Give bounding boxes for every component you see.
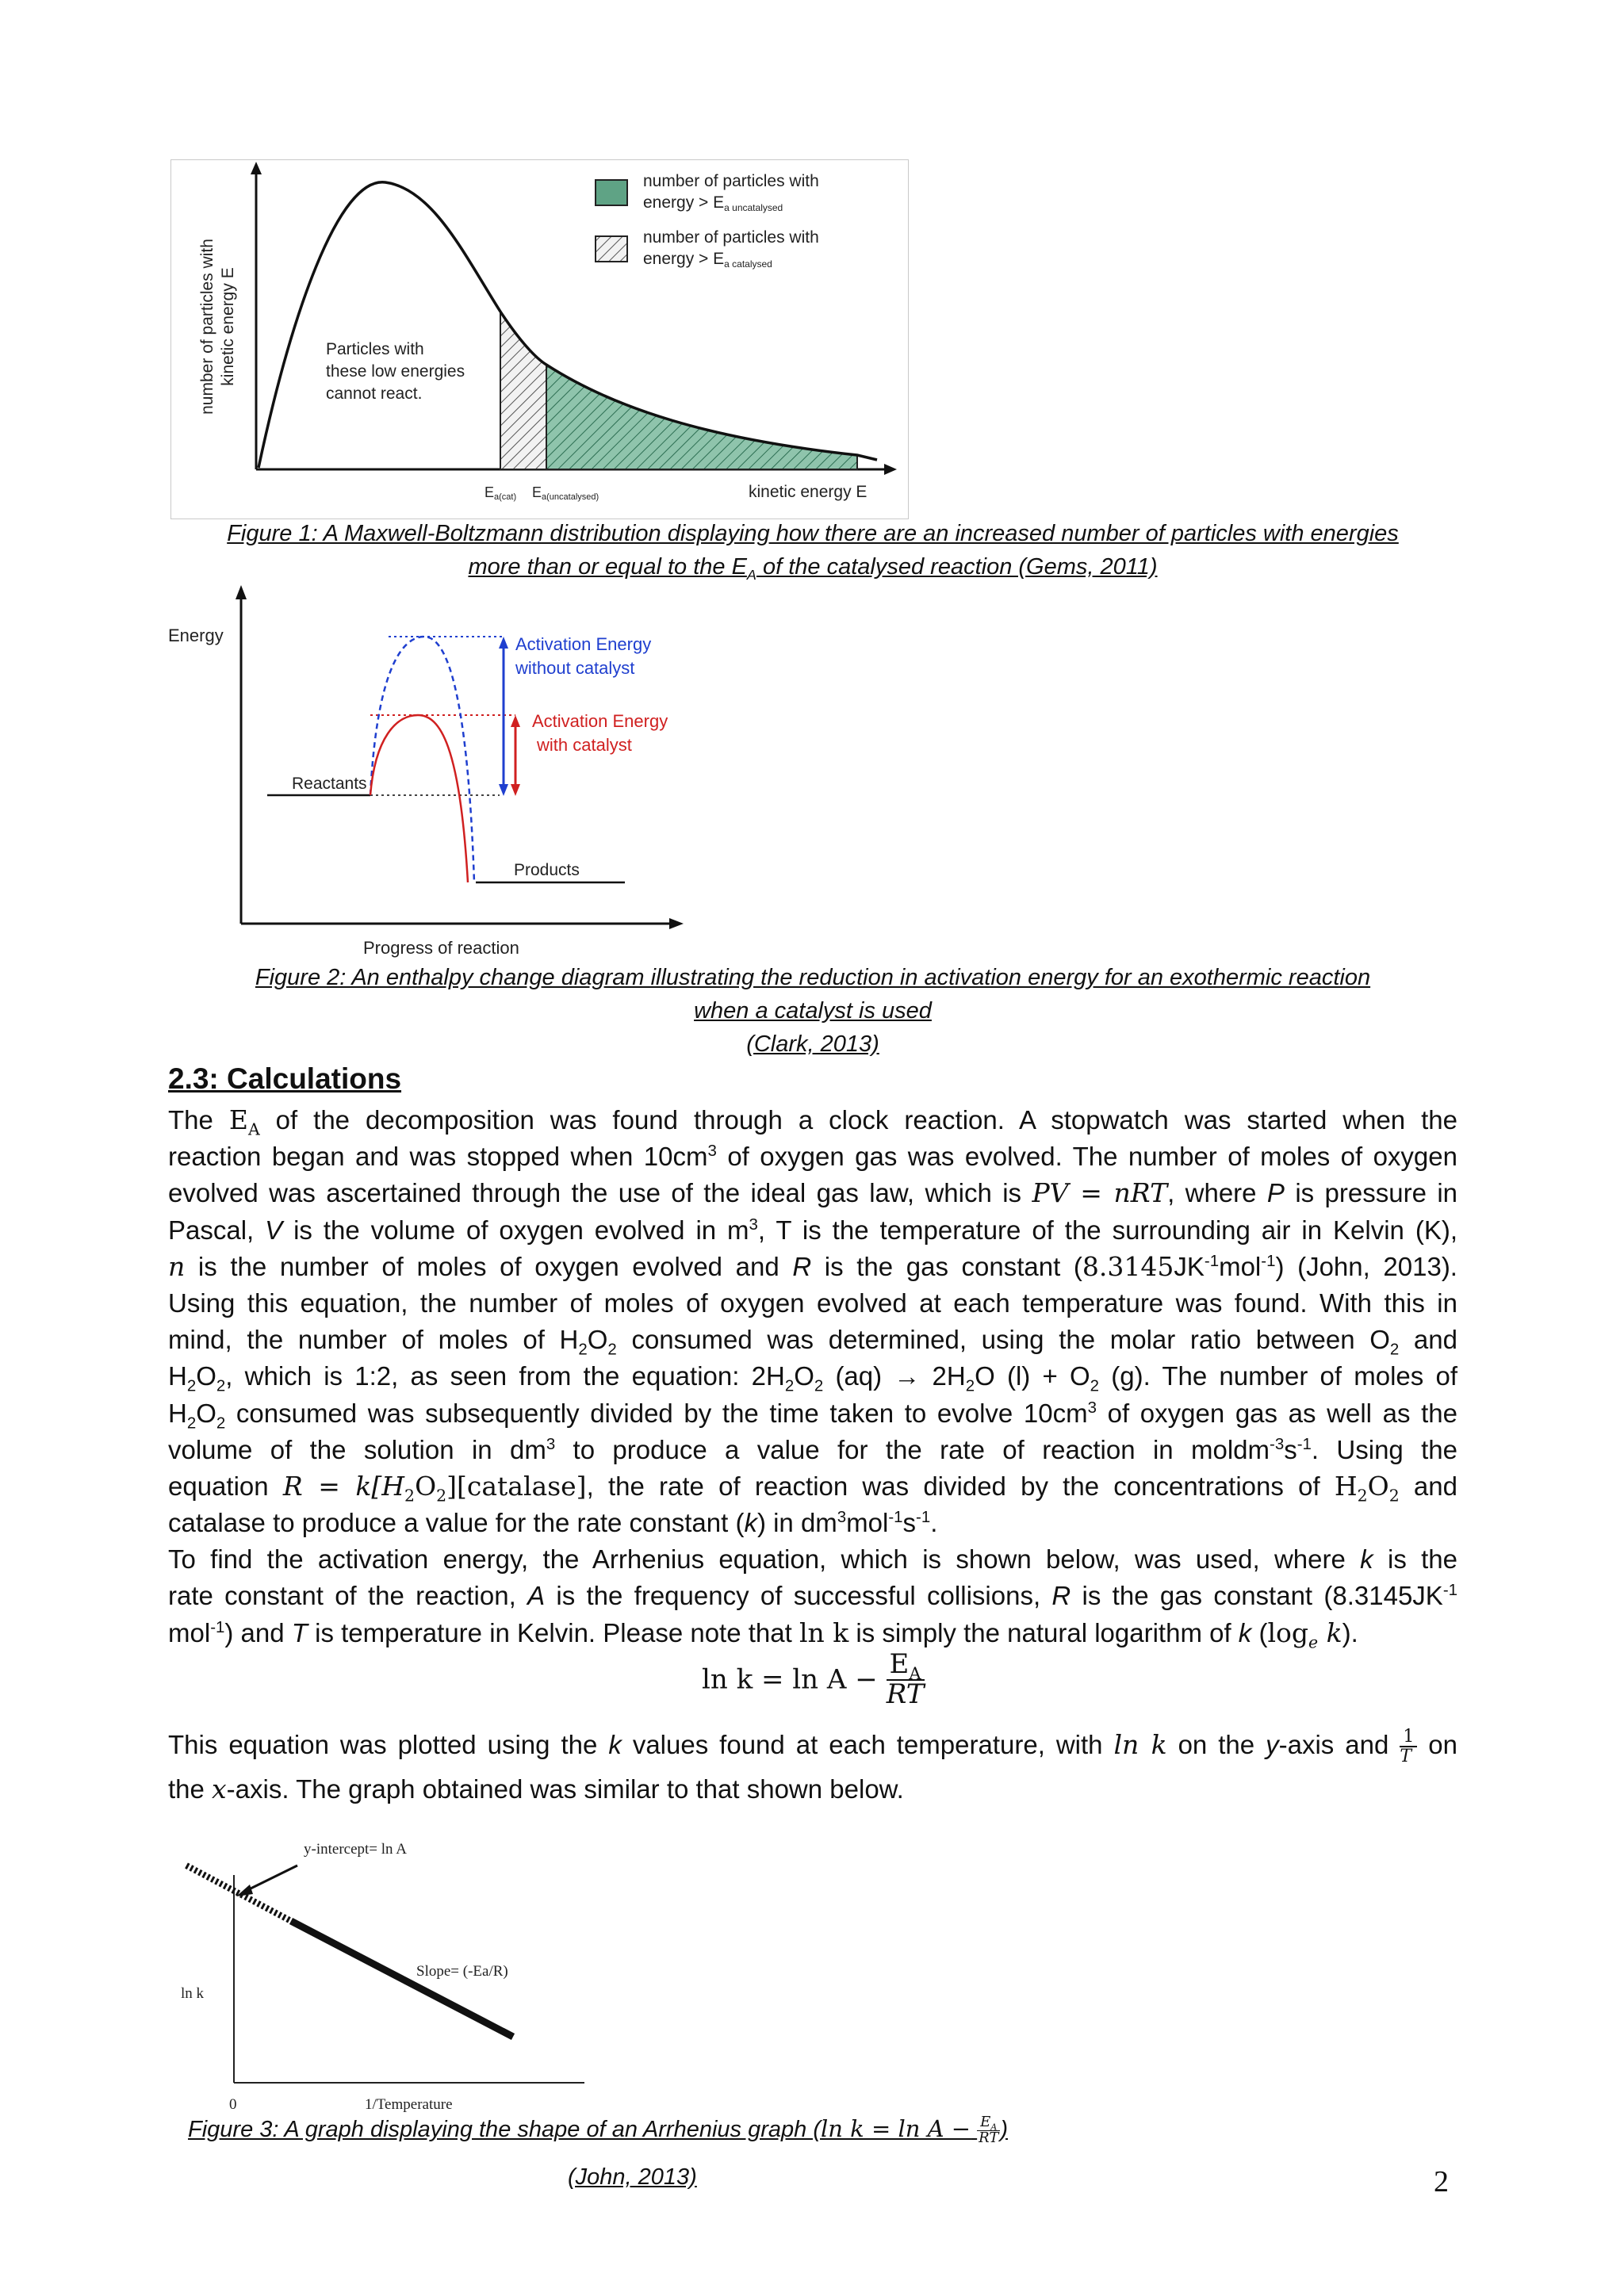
equation-lhs: ln k = ln A − xyxy=(702,1663,878,1696)
intercept-pointer xyxy=(246,1866,297,1891)
legend-catalysed-swatch xyxy=(596,236,627,262)
legend-uncat-line1: number of particles with xyxy=(643,172,819,190)
svg-text:Ea(cat) xyxy=(485,484,516,502)
equation-num-sub: A xyxy=(909,1663,921,1683)
p1-line-11: equation $R = k[H_2O_2][catalase]$, the rate of reaction was divided by the concentrations of $H_2O_2$ and xyxy=(168,1470,1457,1506)
figure-2-caption-line1: Figure 2: An enthalpy change diagram illustrating the reduction in activation energy for an exothermic reaction xyxy=(255,965,1371,990)
reactants-label: Reactants xyxy=(292,775,367,793)
tick-cat: E xyxy=(485,484,495,500)
origin-label: 0 xyxy=(229,2096,237,2113)
figure-3-caption-line2: (John, 2013) xyxy=(568,2164,697,2190)
equation-num: E xyxy=(889,1648,910,1680)
y-axis-arrow-icon xyxy=(236,585,247,599)
tick-cat-sub: a(cat) xyxy=(494,492,517,502)
y-axis-label-line2: kinetic energy E xyxy=(219,267,237,386)
figure-3-caption-eq: ln k = ln A − xyxy=(820,2115,971,2143)
p1-line-8: $H_2O_2$, which is 1:2, as seen from the equation: $2H_2O_2$ $(aq) \to 2H_2O$ $(l) + O_2$ (g). The number of moles of xyxy=(168,1361,1458,1395)
figure-1-caption-line2-post: of the catalysed reaction (Gems, 2011) xyxy=(756,554,1158,580)
x-axis-arrow-icon xyxy=(884,464,897,475)
progress-label: Progress of reaction xyxy=(363,938,519,958)
paragraph-3 xyxy=(168,1727,1457,1808)
section-heading: 2.3: Calculations xyxy=(168,1062,402,1095)
figure-3-caption-fraction: $\frac{E_A}{RT}$ xyxy=(979,2114,999,2146)
legend-cat-sub: a catalysed xyxy=(724,258,772,270)
p2-line-3: mol$^{-1}$) and T is temperature in Kelvin. Please note that ln k is simply the natural logarithm of k ($\log_e$ k). xyxy=(168,1617,1358,1652)
p1-line-1: The $E_A$ of the decomposition was found through a clock reaction. A stopwatch was started when the xyxy=(168,1104,1457,1139)
uncatalysed-area xyxy=(546,365,857,469)
p1-line-10: volume of the solution in $dm^3$ to produce a value for the rate of reaction in $moldm^{-3}s^{-1}$. Using the xyxy=(168,1434,1458,1464)
figure-3-caption-pre: Figure 3: A graph displaying the shape of an Arrhenius graph ( xyxy=(188,2117,821,2143)
figure-3 xyxy=(170,1835,599,2113)
p1-line-3: evolved was ascertained through the use of the ideal gas law, which is PV = nRT, where P is pressure in xyxy=(168,1177,1458,1209)
figure-1-caption-sub: A xyxy=(746,566,756,583)
p2-line-2: rate constant of the reaction, A is the frequency of successful collisions, R is the gas constant ($8.3145JK^{-1}$ xyxy=(168,1581,1458,1611)
p3-line-1: This equation was plotted using the k values found at each temperature, with ln k on the y-axis and $\frac{1}{T}$ on xyxy=(168,1727,1457,1767)
intercept-label: y-intercept= ln A xyxy=(304,1841,407,1858)
figure-1-caption xyxy=(167,517,1459,584)
note-line2: these low energies xyxy=(326,362,465,381)
uncatalysed-curve xyxy=(370,637,474,882)
figure-2-caption xyxy=(167,961,1459,1061)
ln-k-label: ln k xyxy=(181,1985,205,2002)
p3-line-2: the x-axis. The graph obtained was similar to that shown below. xyxy=(168,1774,904,1804)
note-line1: Particles with xyxy=(326,340,424,358)
svg-text:Ea(uncatalysed) xyxy=(532,484,599,502)
figure-2-caption-line2: when a catalyst is used xyxy=(694,998,932,1024)
products-label: Products xyxy=(514,861,580,879)
note-line3: cannot react. xyxy=(326,385,423,403)
legend-uncat-sub: a uncatalysed xyxy=(724,202,783,213)
y-axis-label-line1: number of particles with xyxy=(198,239,216,415)
figure-1-chart xyxy=(171,160,908,519)
uncat-label-line2: without catalyst xyxy=(515,658,635,678)
p1-line-2: reaction began and was stopped when $10cm^3$ of oxygen gas was evolved. The number of moles of oxygen xyxy=(168,1142,1457,1172)
figure-2-chart xyxy=(163,579,702,966)
tick-uncat: E xyxy=(532,484,542,500)
p1-line-6: Using this equation, the number of moles of oxygen evolved at each temperature was found. With this in xyxy=(168,1288,1457,1318)
figure-3-caption xyxy=(188,2115,1008,2146)
p1-line-9: $H_2O_2$ consumed was subsequently divided by the time taken to evolve $10cm^3$ of oxygen gas as well as the xyxy=(168,1398,1457,1433)
p1-line-5: n is the number of moles of oxygen evolved and R is the gas constant $(8.3145JK^{-1}mol^{-1})$ (John, 2013). xyxy=(168,1250,1457,1282)
legend-cat-line2: energy > E xyxy=(643,250,725,268)
x-axis-arrow-icon xyxy=(669,918,684,929)
equation-fraction xyxy=(886,1648,925,1710)
legend-uncatalysed-swatch xyxy=(596,180,627,205)
y-axis-arrow-icon xyxy=(251,162,262,174)
catalysed-area xyxy=(500,312,546,469)
paragraph-1 xyxy=(168,1102,1457,1651)
figure-3-chart xyxy=(170,1835,599,2113)
tick-uncat-sub: a(uncatalysed) xyxy=(542,492,599,502)
uncat-label-line1: Activation Energy xyxy=(515,634,652,654)
x-axis-label: 1/Temperature xyxy=(365,2096,453,2113)
catalysed-curve xyxy=(370,715,468,882)
svg-text:energy > Ea uncatalysed xyxy=(643,193,783,213)
extrapolated-line xyxy=(186,1866,291,1921)
x-axis-label: kinetic energy E xyxy=(749,483,868,501)
figure-2 xyxy=(163,579,702,966)
p1-line-12: catalase to produce a value for the rate constant (k) in $dm^3mol^{-1}s^{-1}$. xyxy=(168,1508,938,1538)
equation-den: RT xyxy=(886,1678,925,1710)
figure-1-caption-line1: Figure 1: A Maxwell-Boltzmann distribution displaying how there are an increased number of particles with energies xyxy=(227,521,1399,546)
figure-1-caption-line2-pre: more than or equal to the E xyxy=(468,554,747,580)
figure-3-caption-post: ) xyxy=(1000,2117,1009,2143)
legend-cat-line1: number of particles with xyxy=(643,228,819,247)
slope-label: Slope= (-Ea/R) xyxy=(416,1963,508,1980)
figure-2-caption-line3: (Clark, 2013) xyxy=(746,1031,879,1057)
page-number: 2 xyxy=(1434,2165,1449,2198)
energy-label: Energy xyxy=(168,626,224,645)
p2-line-1: To find the activation energy, the Arrhenius equation, which is shown below, was used, where k is the xyxy=(168,1544,1457,1575)
p1-line-4: Pascal, V is the volume of oxygen evolved in $m^3$, T is the temperature of the surrounding air in Kelvin (K), xyxy=(168,1215,1457,1245)
legend-uncat-line2: energy > E xyxy=(643,193,725,212)
arrhenius-equation xyxy=(702,1648,925,1710)
cat-label-line2: with catalyst xyxy=(537,735,632,755)
cat-label-line1: Activation Energy xyxy=(532,711,668,731)
p1-line-7: mind, the number of moles of $H_2O_2$ consumed was determined, using the molar ratio between $O_2$ and xyxy=(168,1325,1457,1359)
svg-text:energy > Ea catalysed xyxy=(643,250,772,270)
figure-1 xyxy=(170,159,909,519)
